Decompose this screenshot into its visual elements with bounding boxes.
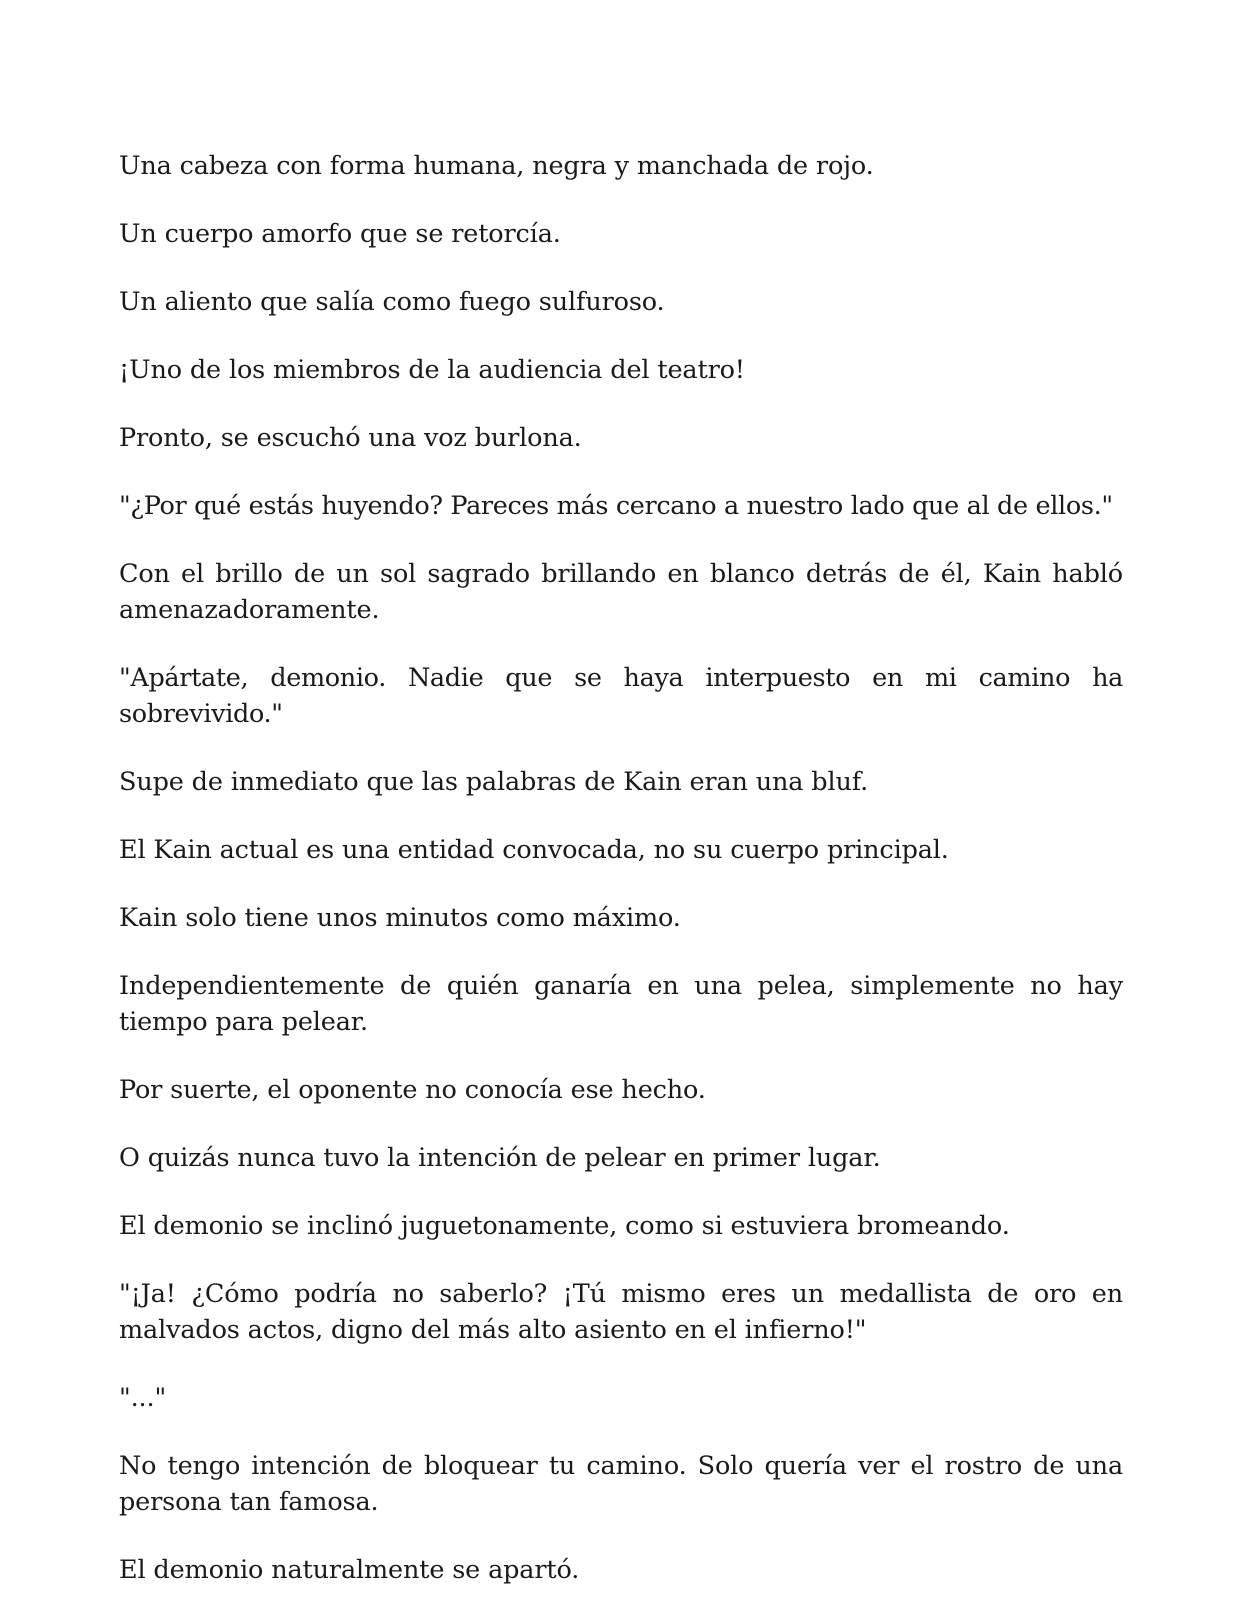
paragraph-13: Por suerte, el oponente no conocía ese hecho. (119, 1075, 706, 1105)
paragraph-4: ¡Uno de los miembros de la audiencia del teatro! (119, 355, 745, 385)
paragraph-8: "Apártate, demonio. Nadie que se haya interpuesto en mi camino ha sobrevivido." (119, 663, 1123, 729)
paragraph-6: "¿Por qué estás huyendo? Pareces más cercano a nuestro lado que al de ellos." (119, 491, 1113, 521)
paragraph-2: Un cuerpo amorfo que se retorcía. (119, 219, 561, 249)
paragraph-14: O quizás nunca tuvo la intención de pelear en primer lugar. (119, 1143, 881, 1173)
paragraph-16: "¡Ja! ¿Cómo podría no saberlo? ¡Tú mismo eres un medallista de oro en malvados actos, digno del más alto asiento en el infierno!" (119, 1279, 1123, 1345)
paragraph-10: El Kain actual es una entidad convocada, no su cuerpo principal. (119, 835, 949, 865)
paragraph-5: Pronto, se escuchó una voz burlona. (119, 423, 582, 453)
paragraph-9: Supe de inmediato que las palabras de Kain eran una bluf. (119, 767, 869, 797)
paragraph-3: Un aliento que salía como fuego sulfuroso. (119, 287, 665, 317)
document-body (119, 148, 1123, 1620)
paragraph-15: El demonio se inclinó juguetonamente, como si estuviera bromeando. (119, 1211, 1010, 1241)
paragraph-18: No tengo intención de bloquear tu camino. Solo quería ver el rostro de una persona tan famosa. (119, 1451, 1123, 1517)
paragraph-19: El demonio naturalmente se apartó. (119, 1555, 580, 1585)
paragraph-17: "..." (119, 1383, 167, 1413)
paragraph-7: Con el brillo de un sol sagrado brillando en blanco detrás de él, Kain habló amenazadoramente. (119, 559, 1123, 625)
paragraph-11: Kain solo tiene unos minutos como máximo. (119, 903, 681, 933)
paragraph-1: Una cabeza con forma humana, negra y manchada de rojo. (119, 151, 874, 181)
paragraph-12: Independientemente de quién ganaría en una pelea, simplemente no hay tiempo para pelear. (119, 971, 1123, 1037)
